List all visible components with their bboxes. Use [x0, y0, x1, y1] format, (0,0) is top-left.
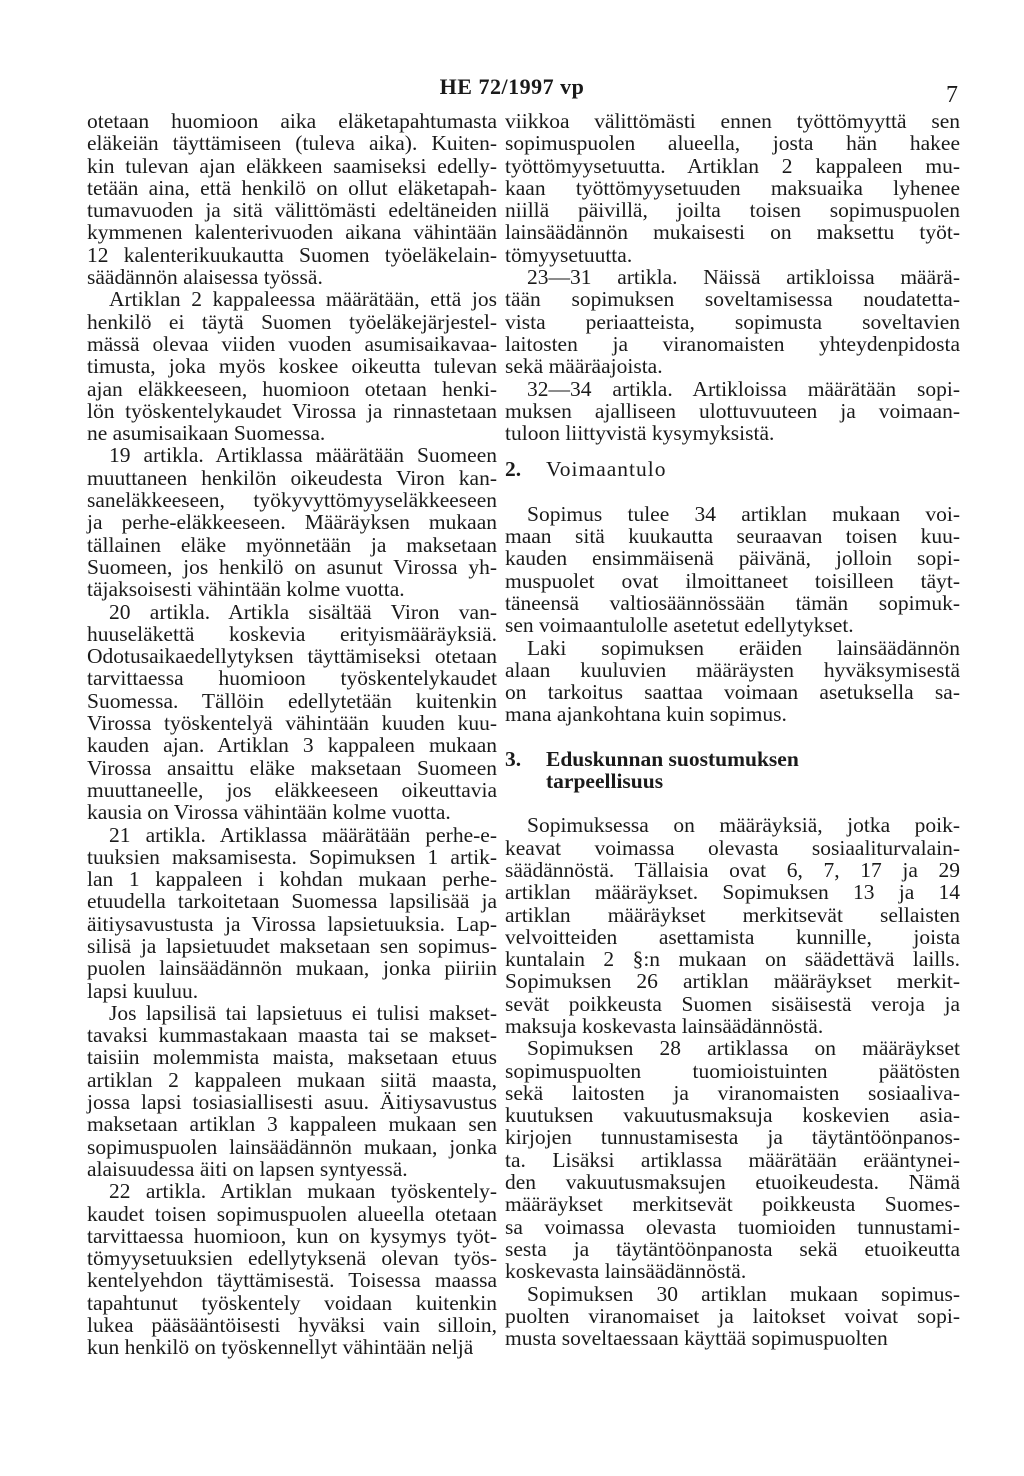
text-line: Suomeen, jos henkilö on asunut Virossa yh-: [87, 554, 497, 579]
section-heading-3: [505, 748, 960, 770]
right-column: [505, 110, 960, 1349]
text-line: ne asumisaikaan Suomessa.: [87, 421, 326, 446]
text-line: kirjojen tunnustamisesta ja täytäntöönpanos-: [505, 1125, 960, 1150]
text-line: 32—34 artikla. Artikloissa määrätään sopi-: [527, 376, 960, 401]
text-line: 23—31 artikla. Näissä artikloissa määrä-: [527, 265, 960, 290]
text-line: niillä päivillä, joilta toisen sopimuspuolen: [505, 198, 960, 223]
text-line: puolen lainsäädännön mukaan, jonka piiriin: [87, 956, 497, 981]
text-line: kausia on Virossa vähintään kolme vuotta.: [87, 800, 451, 825]
text-line: koskevasta lainsäädännöstä.: [505, 1259, 747, 1284]
text-line: velvoitteiden asettamista kunnille, joista: [505, 924, 960, 949]
text-line: Sopimuksen 30 artiklan mukaan sopimus-: [527, 1281, 960, 1306]
section-heading-2: [505, 458, 960, 480]
text-line: kun henkilö on työskennellyt vähintään neljä: [87, 1335, 474, 1360]
text-line: lukea pääsääntöisesti hyväksi vain silloin,: [87, 1313, 497, 1338]
text-line: lainsäädännön mukaisesti on maksettu työt-: [505, 220, 960, 245]
text-line: Suomessa. Tällöin edellytetään kuitenkin: [87, 688, 497, 713]
text-line: laitosten ja viranomaisten yhteydenpidosta: [505, 331, 960, 356]
section-title: Voimaantulo: [546, 457, 667, 482]
text-line: timusta, joka myös koskee oikeutta tulevan: [87, 354, 497, 379]
text-line: maksetaan artiklan 3 kappaleen mukaan sen: [87, 1112, 497, 1137]
text-line: sen voimaantulolle asetetut edellytykset.: [505, 613, 854, 638]
text-line: kaan työttömyysetuuden maksuaika lyhenee: [505, 175, 960, 200]
text-line: viikkoa välittömästi ennen työttömyyttä sen: [505, 109, 960, 133]
text-line: muksen ajalliseen ulottuvuuteen ja voimaan-: [505, 398, 960, 423]
text-line: täjaksoisesti vähintään kolme vuotta.: [87, 577, 405, 602]
text-line: artiklan määräykset merkitsevät sellaisten: [505, 902, 960, 927]
section-heading-3-line2: [505, 770, 960, 792]
running-head: HE 72/1997 vp: [439, 74, 585, 99]
text-line: kin tulevan ajan eläkkeen saamiseksi edelly-: [87, 153, 497, 178]
text-line: lan 1 kappaleen i kohdan mukaan perhe-: [87, 867, 497, 892]
text-line: kentelyehdon täyttämisestä. Toisessa maassa: [87, 1268, 497, 1293]
right-block-1: [505, 110, 960, 444]
text-line: kauden ajan. Artiklan 3 kappaleen mukaan: [87, 733, 497, 758]
text-line: taisiin molemmista maista, maksetaan etuus: [87, 1045, 497, 1070]
text-line: mana ajankohtana kuin sopimus.: [505, 702, 787, 727]
text-line: silisä ja lapsietuudet maksetaan sen sopimus-: [87, 933, 497, 958]
text-line: muuttaneen henkilön oikeudesta Viron kan-: [87, 465, 497, 490]
text-line: täneensä valtiosäännössään tämän sopimuk-: [505, 590, 960, 615]
text-line: säädännöstä. Tällaisia ovat 6, 7, 17 ja 29: [505, 857, 960, 882]
section-number: 2.: [505, 457, 522, 482]
text-line: kuutuksen vakuutusmaksuja koskevien asia-: [505, 1103, 960, 1128]
text-line: Odotusaikaedellytyksen täyttämiseksi otetaan: [87, 644, 497, 669]
text-line: 20 artikla. Artikla sisältää Viron van-: [109, 599, 497, 624]
text-line: kaudet toisen sopimuspuolen alueella otetaan: [87, 1201, 497, 1226]
text-line: tarvittaessa huomioon työskentelykaudet: [87, 666, 497, 691]
text-line: sesta ja täytäntöönpanosta sekä etuoikeutta: [505, 1236, 960, 1261]
text-line: saneläkkeeseen, työkyvyttömyyseläkkeeseen: [87, 488, 497, 513]
text-line: Sopimuksen 26 artiklan määräykset merkit-: [505, 969, 960, 994]
text-line: tömyysetuutta.: [505, 242, 633, 267]
text-line: 19 artikla. Artiklassa määrätään Suomeen: [109, 443, 497, 468]
text-line: otetaan huomioon aika eläketapahtumasta: [87, 109, 497, 133]
text-line: ja perhe-eläkkeeseen. Määräyksen mukaan: [87, 510, 497, 535]
text-line: vista periaatteista, sopimusta soveltavien: [505, 309, 960, 334]
text-line: lapsi kuuluu.: [87, 978, 199, 1003]
text-line: tällainen eläke myönnetään ja maksetaan: [87, 532, 497, 557]
text-line: 21 artikla. Artiklassa määrätään perhe-e-: [109, 822, 497, 847]
text-line: artiklan 2 kappaleen mukaan siitä maasta,: [87, 1067, 497, 1092]
text-line: tetään aina, että henkilö on ollut eläketapah-: [87, 175, 497, 200]
text-line: kauden ensimmäisenä päivänä, jolloin sopi-: [505, 546, 960, 571]
text-line: muuttaneelle, jos eläkkeeseen oikeuttavia: [87, 777, 497, 802]
right-block-2: [505, 503, 960, 726]
right-block-3: [505, 814, 960, 1349]
text-line: tumavuoden ja sitä välittömästi edeltäneiden: [87, 198, 497, 223]
text-line: Artiklan 2 kappaleessa määrätään, että jos: [109, 287, 497, 312]
text-line: lön työskentelykaudet Virossa ja rinnastetaan: [87, 398, 497, 423]
text-line: puolten viranomaiset ja laitokset voivat sopi-: [505, 1303, 960, 1328]
text-line: maksuja koskevasta lainsäädännöstä.: [505, 1013, 824, 1038]
text-line: sa voimassa olevasta tuomioiden tunnustami-: [505, 1214, 960, 1239]
text-line: 12 kalenterikuukautta Suomen työeläkelain-: [87, 242, 497, 267]
text-line: eläkeiän täyttämiseen (tuleva aika). Kuiten-: [87, 131, 497, 156]
text-line: Jos lapsilisä tai lapsietuus ei tulisi makset-: [109, 1000, 497, 1025]
text-line: sopimuspuolten tuomioistuinten päätösten: [505, 1058, 960, 1083]
text-line: mässä olevaa viiden vuoden asumisaikavaa-: [87, 331, 497, 356]
text-line: artiklan määräykset. Sopimuksen 13 ja 14: [505, 880, 960, 905]
text-line: tapahtunut työskentely voidaan kuitenkin: [87, 1290, 497, 1315]
text-line: Sopimus tulee 34 artiklan mukaan voi-: [527, 501, 960, 526]
text-line: musta soveltaessaan käyttää sopimuspuolten: [505, 1326, 888, 1351]
text-line: säädännön alaisessa työssä.: [87, 265, 323, 290]
text-line: huuseläkettä koskevia erityismääräyksiä.: [87, 621, 497, 646]
section-title: tarpeellisuus: [546, 769, 664, 794]
text-line: tavaksi kummastakaan maasta tai se makset-: [87, 1023, 497, 1048]
text-line: sekä laitosten ja viranomaisten sosiaaliva-: [505, 1080, 960, 1105]
text-line: sopimuspuolen alueella, josta hän hakee: [505, 131, 960, 156]
text-line: Sopimuksen 28 artiklassa on määräykset: [527, 1036, 960, 1061]
text-line: tään sopimuksen soveltamisessa noudatetta-: [505, 287, 960, 312]
text-line: 22 artikla. Artiklan mukaan työskentely-: [109, 1179, 497, 1204]
section-number: 3.: [505, 746, 522, 771]
text-line: tarvittaessa huomioon, kun on kysymys työt-: [87, 1223, 497, 1248]
text-line: etuudella tarkoitetaan Suomessa lapsilisää ja: [87, 889, 497, 914]
page-number: 7: [946, 82, 958, 108]
text-line: ajan eläkkeeseen, huomioon otetaan henki-: [87, 376, 497, 401]
text-line: den vakuutusmaksujen etuoikeudesta. Nämä: [505, 1170, 960, 1195]
text-line: kuntalain 2 §:n mukaan on säädettävä laills.: [505, 947, 960, 972]
text-line: on tarkoitus saattaa voimaan asetuksella sa-: [505, 680, 960, 705]
left-column: [87, 110, 497, 1359]
text-line: Sopimuksessa on määräyksiä, jotka poik-: [527, 813, 960, 838]
text-line: ta. Lisäksi artiklassa määrätään erääntynei-: [505, 1147, 960, 1172]
text-line: työttömyysetuutta. Artiklan 2 kappaleen mu-: [505, 153, 960, 178]
text-line: Virossa työskentelyä vähintään kuuden kuu-: [87, 711, 497, 736]
text-line: tuloon liittyvistä kysymyksistä.: [505, 421, 775, 446]
text-line: kymmenen kalenterivuoden aikana vähintään: [87, 220, 497, 245]
text-line: sevät poikkeusta Suomen sisäisestä veroja ja: [505, 991, 960, 1016]
text-line: alaisuudessa äiti on lapsen syntyessä.: [87, 1156, 408, 1181]
section-title: Eduskunnan suostumuksen: [546, 746, 799, 771]
text-line: määräykset merkitsevät poikkeusta Suomes-: [505, 1192, 960, 1217]
text-line: jossa lapsi tosiasiallisesti asuu. Äitiysavustus: [87, 1090, 497, 1115]
text-line: maan sitä kuukautta seuraavan toisen kuu-: [505, 524, 960, 549]
text-line: alaan kuuluvien määräysten hyväksymisestä: [505, 657, 960, 682]
text-line: sekä määräajoista.: [505, 354, 663, 379]
text-line: Laki sopimuksen eräiden lainsäädännön: [527, 635, 960, 660]
text-line: keavat voimassa olevasta sosiaaliturvalain-: [505, 835, 960, 860]
text-line: tuuksien maksamisesta. Sopimuksen 1 artik-: [87, 844, 497, 869]
text-line: äitiysavustusta ja Virossa lapsietuuksia. Lap-: [87, 911, 497, 936]
text-line: muspuolet ovat ilmoittaneet toisilleen täyt-: [505, 568, 960, 593]
text-line: Virossa ansaittu eläke maksetaan Suomeen: [87, 755, 497, 780]
text-line: tömyysetuuksien edellytyksenä olevan työs-: [87, 1246, 497, 1271]
text-line: sopimuspuolen lainsäädännön mukaan, jonka: [87, 1134, 497, 1159]
text-line: henkilö ei täytä Suomen työeläkejärjestel-: [87, 309, 497, 334]
